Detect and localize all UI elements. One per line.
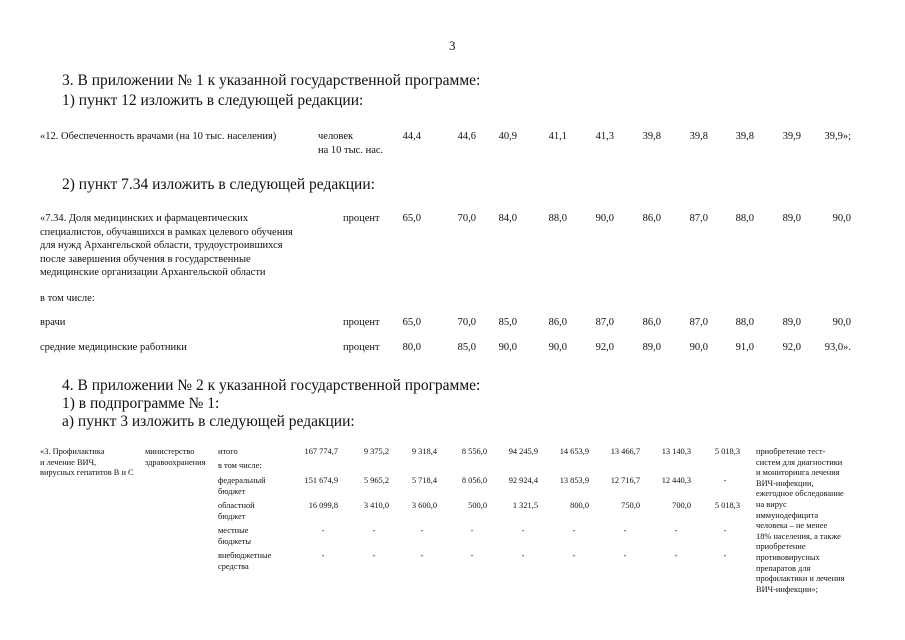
doctors-value: 86,0 xyxy=(642,317,661,328)
funding-cell: - xyxy=(623,526,627,535)
funding-cell: 5 018,3 xyxy=(714,447,740,456)
funding-cell: 13 466,7 xyxy=(610,447,640,456)
row12-unit: человек на 10 тыс. нас. xyxy=(318,131,384,156)
nurses-value: 90,0 xyxy=(548,342,567,353)
funding-cell: 14 653,9 xyxy=(559,447,589,456)
row734-value: 86,0 xyxy=(642,213,661,224)
funding-row-label: местные бюджеты xyxy=(218,526,252,546)
row12-value: 39,9»; xyxy=(824,131,851,142)
row12-value: 44,6 xyxy=(457,131,476,142)
row12-value: 41,3 xyxy=(595,131,614,142)
funding-cell: - xyxy=(372,526,376,535)
row12-value: 39,8 xyxy=(689,131,708,142)
section4-sub-a: а) пункт 3 изложить в следующей редакции: xyxy=(62,413,355,430)
funding-cell: 1 321,5 xyxy=(512,501,538,510)
funding-cell: 500,0 xyxy=(468,501,487,510)
section3-heading: 3. В приложении № 1 к указанной государственной программе: xyxy=(62,72,481,89)
doctors-value: 89,0 xyxy=(782,317,801,328)
section3-sub2: 2) пункт 7.34 изложить в следующей редакции: xyxy=(62,176,375,193)
funding-cell: - xyxy=(572,526,576,535)
funding-cell: 92 924,4 xyxy=(508,476,538,485)
funding-cell: - xyxy=(372,551,376,560)
funding-row-label: итого xyxy=(218,447,238,456)
doctors-value: 86,0 xyxy=(548,317,567,328)
nurses-value: 92,0 xyxy=(595,342,614,353)
doctors-unit: процент xyxy=(343,317,380,328)
doctors-value: 87,0 xyxy=(689,317,708,328)
nurses-unit: процент xyxy=(343,342,380,353)
row12-label: «12. Обеспеченность врачами (на 10 тыс. населения) xyxy=(40,131,277,142)
funding-cell: 5 965,2 xyxy=(363,476,389,485)
funding-cell: 167 774,7 xyxy=(304,447,338,456)
row12-value: 40,9 xyxy=(498,131,517,142)
funding-cell: 94 245,9 xyxy=(508,447,538,456)
funding-cell: 13 140,3 xyxy=(661,447,691,456)
funding-cell: - xyxy=(723,526,727,535)
doctors-value: 65,0 xyxy=(402,317,421,328)
including-label: в том числе: xyxy=(40,293,95,304)
funding-cell: - xyxy=(470,551,474,560)
row734-value: 87,0 xyxy=(689,213,708,224)
nurses-value: 85,0 xyxy=(457,342,476,353)
executor-label: министерство здравоохранения xyxy=(145,447,206,467)
row734-value: 90,0 xyxy=(595,213,614,224)
row734-value: 84,0 xyxy=(498,213,517,224)
nurses-label: средние медицинские работники xyxy=(40,342,187,353)
section4-heading: 4. В приложении № 2 к указанной государственной программе: xyxy=(62,377,481,394)
funding-cell: 12 440,3 xyxy=(661,476,691,485)
funding-cell: - xyxy=(723,476,727,485)
row734-value: 89,0 xyxy=(782,213,801,224)
row734-value: 65,0 xyxy=(402,213,421,224)
doctors-value: 90,0 xyxy=(832,317,851,328)
funding-cell: 800,0 xyxy=(570,501,589,510)
funding-row-label: внебюджетные средства xyxy=(218,551,272,571)
nurses-value: 93,0». xyxy=(824,342,851,353)
funding-cell: 9 318,4 xyxy=(411,447,437,456)
section3-sub1: 1) пункт 12 изложить в следующей редакции: xyxy=(62,92,364,109)
doctors-label: врачи xyxy=(40,317,66,328)
funding-cell: - xyxy=(674,526,678,535)
nurses-value: 89,0 xyxy=(642,342,661,353)
funding-cell: - xyxy=(623,551,627,560)
row12-value: 41,1 xyxy=(548,131,567,142)
row734-unit: процент xyxy=(343,213,380,224)
row12-value: 44,4 xyxy=(402,131,421,142)
row12-value: 39,8 xyxy=(642,131,661,142)
row12-value: 39,9 xyxy=(782,131,801,142)
nurses-value: 92,0 xyxy=(782,342,801,353)
row734-value: 88,0 xyxy=(735,213,754,224)
nurses-value: 90,0 xyxy=(689,342,708,353)
funding-row-label: областной бюджет xyxy=(218,501,255,521)
row734-value: 90,0 xyxy=(832,213,851,224)
section4-sub1: 1) в подпрограмме № 1: xyxy=(62,395,220,412)
funding-cell: 151 674,9 xyxy=(304,476,338,485)
row734-value: 70,0 xyxy=(457,213,476,224)
funding-cell: - xyxy=(521,526,525,535)
funding-cell: - xyxy=(420,526,424,535)
funding-cell: - xyxy=(674,551,678,560)
funding-cell: - xyxy=(420,551,424,560)
funding-cell: 12 716,7 xyxy=(610,476,640,485)
funding-cell: 3 410,0 xyxy=(363,501,389,510)
row734-value: 88,0 xyxy=(548,213,567,224)
funding-cell: - xyxy=(572,551,576,560)
funding-row-label: федеральный бюджет xyxy=(218,476,266,496)
funding-cell: 750,0 xyxy=(621,501,640,510)
funding-cell: 5 018,3 xyxy=(714,501,740,510)
nurses-value: 90,0 xyxy=(498,342,517,353)
funding-cell: 8 556,0 xyxy=(461,447,487,456)
row734-label: «7.34. Доля медицинских и фармацевтических специалистов, обучавшихся в рамках целевого обучения для нужд Архангельской области, трудоустроившихся после завершения обучения в государственные медицинские организации Архангельской области xyxy=(40,213,293,278)
funding-cell: 700,0 xyxy=(672,501,691,510)
expected-result: приобретение тест- систем для диагностики и мониторинга лечения ВИЧ-инфекции, ежегодное обследование на вирус иммунодефицита человека – не менее 18% населения, а также приобретение противовирусных препаратов для профилактики и лечения ВИЧ-инфекции»; xyxy=(756,447,845,594)
funding-cell: 13 853,9 xyxy=(559,476,589,485)
funding-cell: - xyxy=(321,526,325,535)
page-number: 3 xyxy=(449,38,456,53)
item3-label: «3. Профилактика и лечение ВИЧ, вирусных гепатитов В и С xyxy=(40,447,134,478)
funding-cell: - xyxy=(723,551,727,560)
row12-value: 39,8 xyxy=(735,131,754,142)
doctors-value: 87,0 xyxy=(595,317,614,328)
funding-cell: 5 718,4 xyxy=(411,476,437,485)
funding-row-label: в том числе: xyxy=(218,461,262,470)
funding-cell: - xyxy=(521,551,525,560)
doctors-value: 85,0 xyxy=(498,317,517,328)
doctors-value: 88,0 xyxy=(735,317,754,328)
doctors-value: 70,0 xyxy=(457,317,476,328)
funding-cell: - xyxy=(470,526,474,535)
nurses-value: 80,0 xyxy=(402,342,421,353)
funding-cell: 9 375,2 xyxy=(363,447,389,456)
funding-cell: 16 099,8 xyxy=(308,501,338,510)
funding-cell: 8 056,0 xyxy=(461,476,487,485)
funding-cell: 3 600,0 xyxy=(411,501,437,510)
nurses-value: 91,0 xyxy=(735,342,754,353)
funding-cell: - xyxy=(321,551,325,560)
